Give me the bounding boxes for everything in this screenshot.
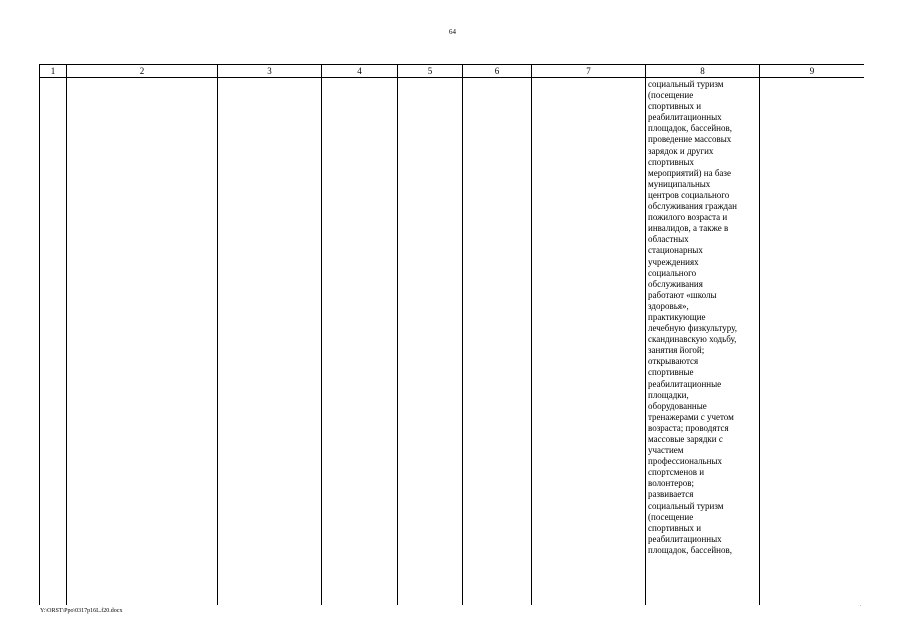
- text-line: реабилитационные: [648, 378, 722, 389]
- document-table: [39, 64, 864, 605]
- text-line: муниципальных: [648, 178, 711, 189]
- text-line: возраста; проводятся: [648, 422, 729, 433]
- text-line: площадки,: [648, 389, 689, 400]
- text-line: проведение массовых: [648, 134, 732, 145]
- text-line: реабилитационных: [648, 112, 722, 123]
- column-divider: [645, 65, 646, 605]
- text-line: тренажерами с учетом: [648, 411, 734, 422]
- text-line: пожилого возраста и: [648, 212, 728, 223]
- text-line: обслуживания граждан: [648, 201, 737, 212]
- column-header-6: 6: [494, 66, 500, 76]
- text-line: социальный туризм: [648, 500, 724, 511]
- text-line: волонтеров;: [648, 478, 695, 489]
- text-line: скандинавскую ходьбу,: [648, 334, 737, 345]
- column-header-5: 5: [427, 66, 433, 76]
- corner-mark: .: [860, 602, 862, 608]
- column-header-8: 8: [700, 66, 705, 76]
- text-line: площадок, бассейнов,: [648, 123, 732, 134]
- text-line: спортсменов и: [648, 467, 705, 478]
- text-line: профессиональных: [648, 456, 723, 467]
- column-header-4: 4: [357, 66, 362, 76]
- column-8-cell-text: [648, 79, 762, 556]
- text-line: работают «школы: [648, 289, 717, 300]
- text-line: здоровья»,: [648, 300, 689, 311]
- text-line: занятия йогой;: [648, 345, 705, 356]
- text-line: инвалидов, а также в: [648, 223, 729, 234]
- column-header-9: 9: [809, 66, 815, 76]
- column-divider: [462, 65, 463, 605]
- column-header-3: 3: [267, 66, 272, 76]
- text-line: (посещение: [648, 511, 694, 522]
- text-line: стационарных: [648, 245, 703, 256]
- text-line: практикующие: [648, 311, 706, 322]
- column-divider: [321, 65, 322, 605]
- text-line: мероприятий) на базе: [648, 167, 731, 178]
- text-line: обслуживания: [648, 278, 703, 289]
- page-number: 64: [449, 28, 456, 36]
- text-line: лечебную физкультуру,: [648, 323, 738, 334]
- text-line: участием: [648, 445, 684, 456]
- column-divider: [397, 65, 398, 605]
- column-divider: [531, 65, 532, 605]
- text-line: развивается: [648, 489, 694, 500]
- text-line: реабилитационных: [648, 533, 722, 544]
- text-line: спортивных и: [648, 522, 702, 533]
- column-header-2: 2: [139, 66, 145, 76]
- text-line: центров социального: [648, 189, 730, 200]
- header-row: [40, 65, 864, 78]
- text-line: (посещение: [648, 90, 694, 101]
- text-line: открываются: [648, 356, 699, 367]
- text-line: социального: [648, 267, 697, 278]
- text-line: площадок, бассейнов,: [648, 544, 732, 555]
- text-line: спортивные: [648, 367, 694, 378]
- text-line: учреждениях: [648, 256, 699, 267]
- text-line: спортивных и: [648, 101, 702, 112]
- column-header-1: 1: [50, 66, 56, 76]
- text-line: зарядок и других: [648, 145, 714, 156]
- column-header-7: 7: [586, 66, 591, 76]
- column-divider: [217, 65, 218, 605]
- text-line: массовые зарядки с: [648, 434, 723, 444]
- text-line: областных: [648, 234, 689, 245]
- footer-file-path: Y:\ORST\Ppo\0317p16L.f20.docx: [40, 608, 123, 614]
- text-line: оборудованные: [648, 400, 707, 411]
- text-line: социальный туризм: [648, 79, 724, 89]
- column-divider: [66, 65, 67, 605]
- text-line: спортивных: [648, 156, 695, 167]
